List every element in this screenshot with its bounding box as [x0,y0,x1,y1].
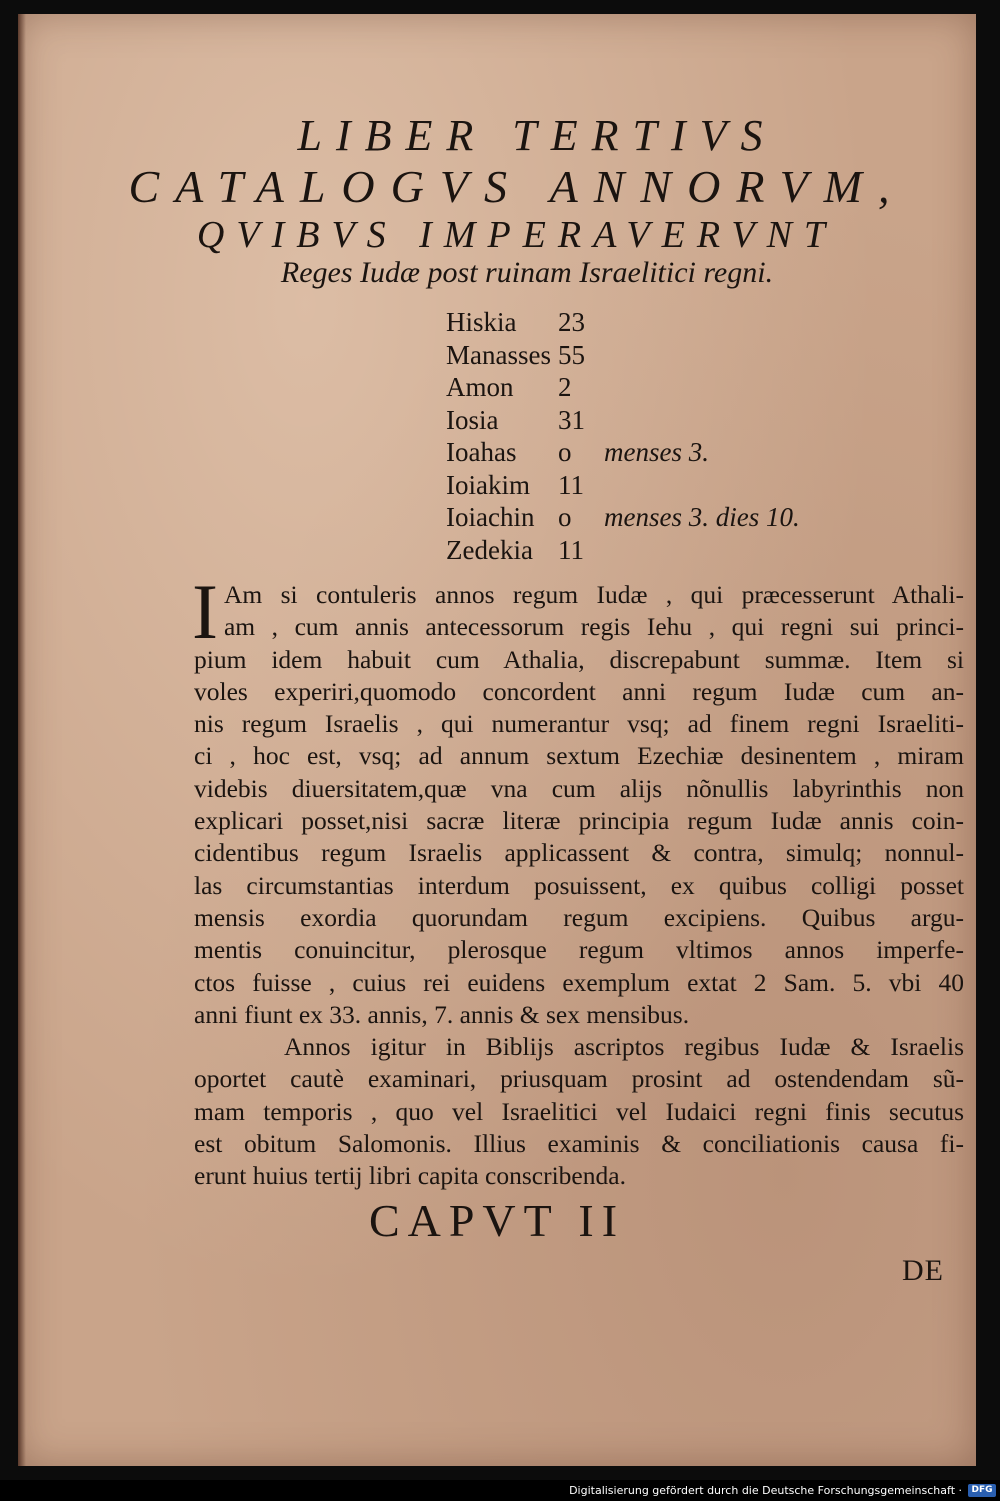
heading-line-3: QVIBVS IMPERAVERVNT [196,214,838,256]
king-row [446,469,800,502]
text-line: explicari posset,nisi sacræ literæ principia regum Iudæ annis coin- [194,806,964,836]
text-line: anni fiunt ex 33. annis, 7. annis & sex mensibus. [194,999,690,1029]
text-line: ctos fuisse , cuius rei euidens exemplum extat 2 Sam. 5. vbi 40 [194,967,964,997]
king-row [446,534,800,567]
paragraph-1 [192,568,964,1031]
king-row [446,501,800,534]
page-edge-shadow [18,14,26,1466]
paragraph-2 [194,1031,964,1192]
king-years: 2 [558,372,572,402]
text-line: est obitum Salomonis. Illius examinis & conciliationis causa fi- [194,1129,964,1159]
text-line: pium idem habuit cum Athalia, discrepabunt summæ. Item si [194,644,964,674]
king-name: Ioiakim [446,469,530,500]
king-row [446,371,800,404]
king-name: Ioahas [446,437,517,467]
heading-line-1: LIBER TERTIVS [297,111,777,160]
text-line: erunt huius tertij libri capita conscribenda. [194,1161,626,1191]
heading-line-4: Reges Iudæ post ruinam Israelitici regni. [280,256,774,289]
king-years: 11 [558,469,584,500]
catchword: DE [902,1254,944,1287]
text-line: nis regum Israelis , qui numerantur vsq; ad finem regni Israeliti- [194,709,964,739]
king-list [446,306,800,566]
king-note: menses 3. dies 10. [604,502,800,532]
king-name: Iosia [446,404,499,435]
king-name: Ioiachin [446,502,535,532]
king-years: 11 [558,534,584,565]
chapter-heading [18,111,976,289]
drop-cap: I [192,568,218,655]
king-row [446,404,800,437]
chapter-title: CAPVT II [368,1195,626,1246]
text-line: voles experiri,quomodo concordent anni regum Iudæ cum an- [194,676,964,706]
dfg-logo-icon: DFG [968,1484,996,1497]
text-line: mensis exordia quorundam regum excipiens. Quibus argu- [194,902,964,932]
text-line: videbis diuersitatem,quæ vna cum alijs nõnullis labyrinthis non [194,773,964,803]
king-years: 23 [558,307,585,337]
body-text [192,568,964,1193]
text-line: Am si contuleris annos regum Iudæ , qui præcesserunt Athali- [223,580,964,609]
digitization-footer [0,1480,1000,1501]
king-name: Manasses [446,339,551,370]
text-line: mentis conuincitur, plerosque regum vltimos annos imperfe- [194,935,964,965]
text-line: oportet cautè examinari, priusquam prosint ad ostendendam sũ- [194,1064,964,1094]
king-years: 55 [558,339,585,370]
text-line: mam temporis , quo vel Israelitici vel Iudaici regni finis secutus [194,1096,964,1126]
text-line: las circumstantias interdum posuissent, ex quibus colligi posset [194,870,964,900]
text-line: am , cum annis antecessorum regis Iehu , qui regni sui princi- [223,612,964,642]
king-row [446,436,800,469]
king-name: Amon [446,372,514,402]
king-years: o [558,502,572,532]
king-note: menses 3. [604,437,709,467]
book-page [18,14,976,1466]
text-line: ci , hoc est, vsq; ad annum sextum Ezechiæ desinentem , miram [194,741,964,771]
text-line: Annos igitur in Biblijs ascriptos regibus Iudæ & Israelis [284,1032,964,1062]
heading-line-2: CATALOGVS ANNORVM, [128,161,906,212]
king-row [446,339,800,372]
king-years: 31 [558,404,585,435]
king-years: o [558,437,572,467]
text-line: cidentibus regum Israelis applicassent & contra, simulq; nonnul- [194,838,964,868]
footer-credit: Digitalisierung gefördert durch die Deutsche Forschungsgemeinschaft · [569,1484,962,1497]
king-name: Hiskia [446,307,517,337]
king-row [446,306,800,339]
king-name: Zedekia [446,534,533,565]
